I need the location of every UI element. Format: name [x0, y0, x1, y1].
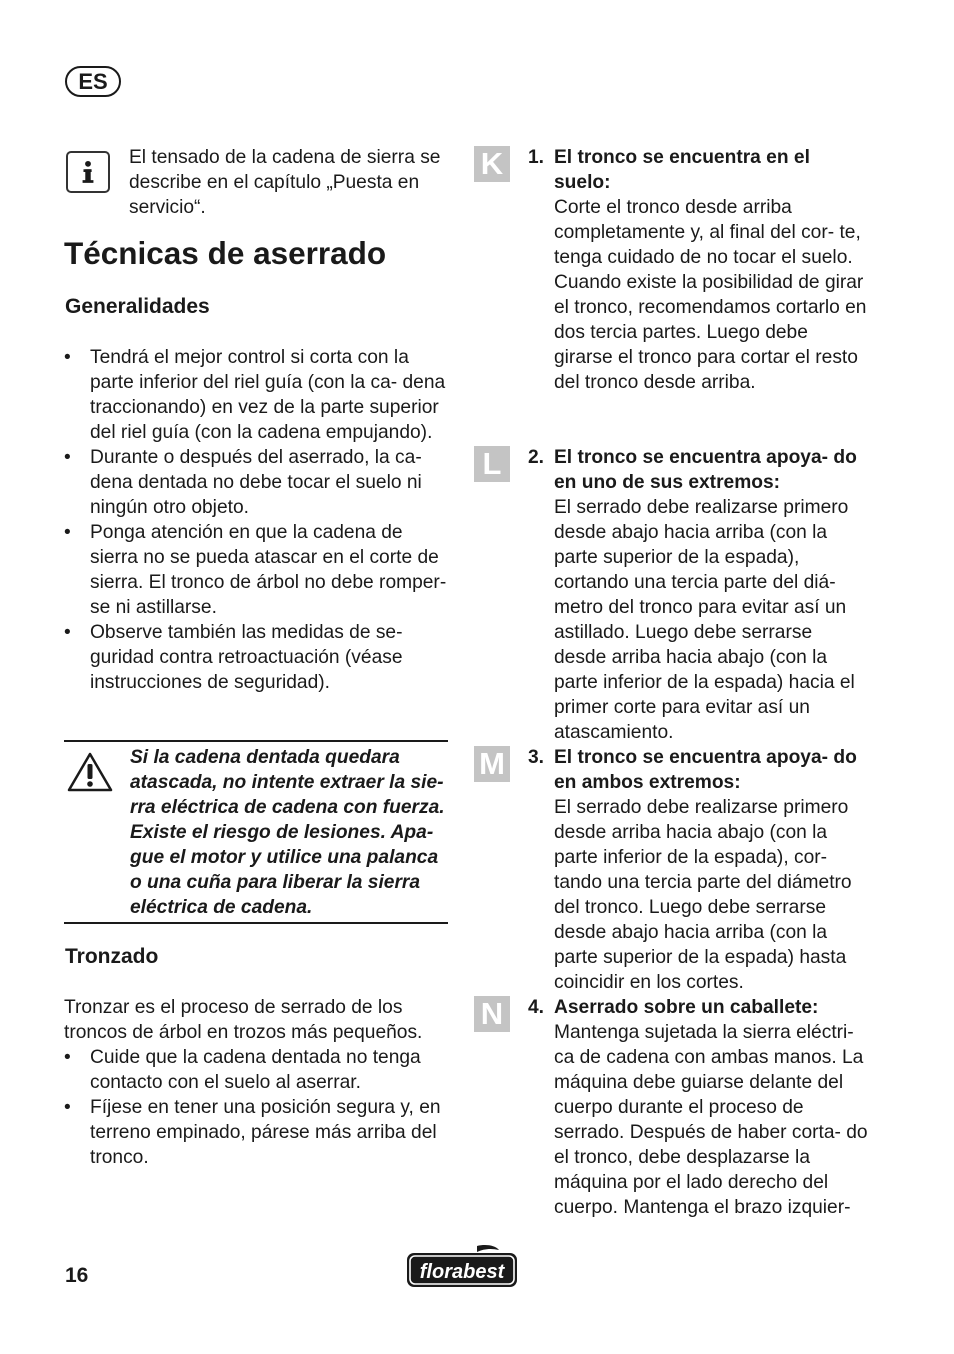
step-number: 4.: [528, 997, 545, 1018]
step-description: Corte el tronco desde arriba completamente y, al final del cor- te, tenga cuidado de no tocar el suelo. Cuando existe la posibilidad de girar el tronco, recomendamos cortarlo en dos tercia partes. Luego debe girarse el tronco para cortar el resto del tronco desde arriba.: [554, 197, 867, 393]
generalidades-list: [64, 345, 450, 695]
step-heading: El tronco se encuentra en el suelo:: [554, 147, 810, 193]
bullet-dot: •: [64, 522, 71, 543]
step-number: 1.: [528, 147, 545, 168]
info-note-text: El tensado de la cadena de sierra se describe en el capítulo „Puesta en servicio“.: [129, 147, 441, 218]
bullet-dot: •: [64, 447, 71, 468]
step-description: El serrado debe realizarse primero desde abajo hacia arriba (con la parte superior de la espada), cortando una tercia parte del diá- metro del tronco para evitar así un astillado. Luego debe serrarse desde arriba hacia abajo (con la parte inferior de la espada) hacia el primer corte para evitar así un atascamiento.: [554, 497, 855, 743]
step-3: [528, 745, 868, 995]
step-2: [528, 445, 868, 745]
bullet-dot: •: [64, 347, 71, 368]
section-title: Técnicas de aserrado: [64, 235, 387, 271]
bullet-dot: •: [64, 1047, 71, 1068]
bullet-dot: •: [64, 1097, 71, 1118]
step-description: Mantenga sujetada la sierra eléctri- ca de cadena con ambas manos. La máquina debe guiarse delante del cuerpo durante el proceso de serrado. Después de haber corta- do el tronco, debe desplazarse la máquina por el lado derecho del cuerpo. Mantenga el brazo izquier-: [554, 1022, 868, 1218]
info-icon: [66, 151, 110, 193]
step-heading: El tronco se encuentra apoya- do en ambos extremos:: [554, 747, 857, 793]
step-number: 2.: [528, 447, 545, 468]
list-item: • Durante o después del aserrado, la ca- dena dentada no debe tocar el suelo ni ningún otro objeto.: [64, 447, 422, 518]
warning-text: Si la cadena dentada quedara atascada, no intente extraer la sie- rra eléctrica de cadena con fuerza. Existe el riesgo de lesiones. Apa- gue el motor y utilice una palanca o una cuña para liberar la sierra eléctrica de cadena.: [130, 747, 445, 918]
language-badge: [65, 66, 121, 97]
tronzado-list: [64, 1045, 450, 1170]
figure-letter-l: L: [474, 446, 510, 482]
list-item: • Cuide que la cadena dentada no tenga contacto con el suelo al aserrar.: [64, 1047, 421, 1093]
language-label: ES: [78, 68, 108, 94]
page-number: 16: [65, 1264, 89, 1287]
heading-generalidades: Generalidades: [65, 295, 210, 318]
list-item: • Observe también las medidas de se- guridad contra retroactuación (véase instrucciones de seguridad).: [64, 622, 403, 693]
figure-letter-k: K: [474, 146, 510, 182]
list-item: • Fíjese en tener una posición segura y, en terreno empinado, párese más arriba del tronco.: [64, 1097, 441, 1168]
step-4: [528, 995, 868, 1220]
tronzado-intro: Tronzar es el proceso de serrado de los troncos de árbol en trozos más pequeños.: [64, 997, 423, 1043]
florabest-logo: [405, 1243, 519, 1289]
bullet-dot: •: [64, 622, 71, 643]
step-1: [528, 145, 868, 395]
list-item: • Ponga atención en que la cadena de sierra no se pueda atascar en el corte de sierra. El tronco de árbol no debe romper- se ni astillarse.: [64, 522, 447, 618]
heading-tronzado: Tronzado: [65, 945, 159, 968]
step-description: El serrado debe realizarse primero desde arriba hacia abajo (con la parte inferior de la espada), cor- tando una tercia parte del diámetro del tronco. Luego debe serrarse desde abajo hacia arriba (con la parte superior de la espada) hasta coincidir en los cortes.: [554, 797, 852, 993]
figure-letter-m: M: [474, 746, 510, 782]
warning-triangle-icon: [66, 751, 114, 793]
step-heading: El tronco se encuentra apoya- do en uno de sus extremos:: [554, 447, 857, 493]
figure-letter-n: N: [474, 996, 510, 1032]
step-number: 3.: [528, 747, 545, 768]
list-item: • Tendrá el mejor control si corta con la parte inferior del riel guía (con la ca- dena traccionando) en vez de la parte superior del riel guía (con la cadena empujando).: [64, 347, 446, 443]
logo-text: florabest: [419, 1261, 505, 1283]
step-heading: Aserrado sobre un caballete:: [554, 997, 819, 1018]
